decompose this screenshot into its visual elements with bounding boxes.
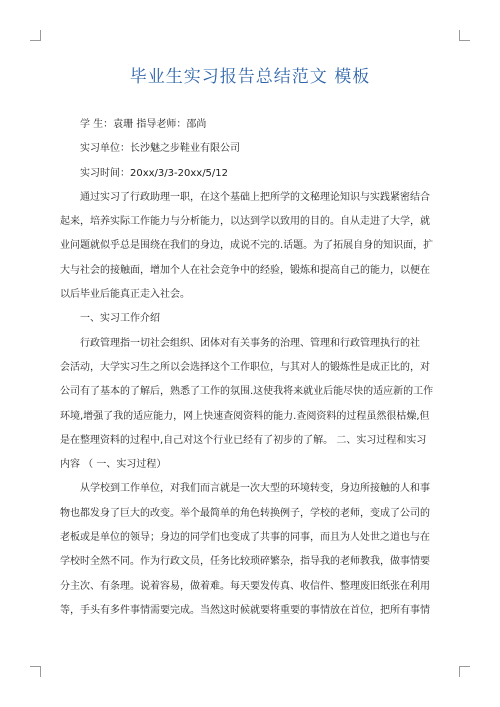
- paragraph-line: 业问题就似乎总是围绕在我们的身边，成说不完的.话题。为了拓展自身的知识面，扩: [60, 240, 434, 252]
- company-line: 实习单位：长沙魅之步鞋业有限公司: [80, 143, 240, 155]
- paragraph-line: 从学校到工作单位，对我们而言就是一次大型的环境转变，身边所接触的人和事: [60, 483, 430, 495]
- paragraph-line: 会活动，大学实习生之所以会选择这个工作职位，与其对人的锻炼性是成正比的，对: [60, 361, 430, 373]
- paragraph-line: 公司有了基本的了解后，熟悉了工作的氛围.这使我将来就业后能尽快的适应新的工作: [60, 386, 434, 398]
- paragraph-line: 通过实习了行政助理一职，在这个基础上把所学的文秘理论知识与实践紧密结合: [60, 191, 430, 203]
- paragraph-line: 环境,增强了我的适应能力，网上快速查阅资料的能力.查阅资料的过程虽然很枯燥,但: [60, 410, 430, 422]
- paragraph-line: 以后毕业后能真正走入社会。: [60, 289, 190, 301]
- paragraph-line: 内容 （ 一、实习过程）: [60, 459, 167, 471]
- paragraph-line: 等，手头有多件事情需要完成。当然这时候就要将重要的事情放在首位，把所有事情: [60, 604, 430, 616]
- document-title: 毕业生实习报告总结范文 模板: [129, 67, 371, 87]
- internship-time-line: 实习时间：20xx/3/3-20xx/5/12: [80, 167, 229, 179]
- crop-mark-bottom-left: [30, 666, 41, 677]
- student-advisor-line: 学 生：袁珊 指导老师：邵尚: [80, 119, 207, 130]
- paragraph-line: 分主次、有条理。说着容易，做着难。每天要发传真、收信件、整理废旧纸张在利用: [60, 580, 430, 592]
- paragraph-line: 行政管理指一切社会组织、团体对有关事务的治理、管理和行政管理执行的社: [60, 337, 420, 349]
- crop-mark-top-right: [459, 30, 470, 41]
- document-body: [60, 113, 442, 623]
- crop-mark-top-left: [30, 30, 41, 41]
- section-heading: 一、实习工作介绍: [60, 313, 160, 325]
- paragraph-line: 起来，培养实际工作能力与分析能力，以达到学以致用的目的。自从走进了大学，就: [60, 216, 430, 228]
- paragraph-line: 物也都发身了巨大的改变。举个最简单的角色转换例子，学校的老师，变成了公司的: [60, 507, 430, 519]
- paragraph-line: 老板或是单位的领导；身边的同学们也变成了共事的同事，而且为人处世之道也与在: [60, 532, 430, 544]
- paragraph-line: 是在整理资料的过程中,自己对这个行业已经有了初步的了解。 二、实习过程和实习: [60, 434, 427, 446]
- paragraph-line: 大与社会的接触面，增加个人在社会竞争中的经验，锻炼和提高自己的能力，以便在: [60, 264, 430, 276]
- paragraph-line: 学校时全然不同。作为行政文员，任务比较琐碎繁杂，指导我的老师教我，做事情要: [60, 556, 430, 568]
- crop-mark-bottom-right: [459, 666, 470, 677]
